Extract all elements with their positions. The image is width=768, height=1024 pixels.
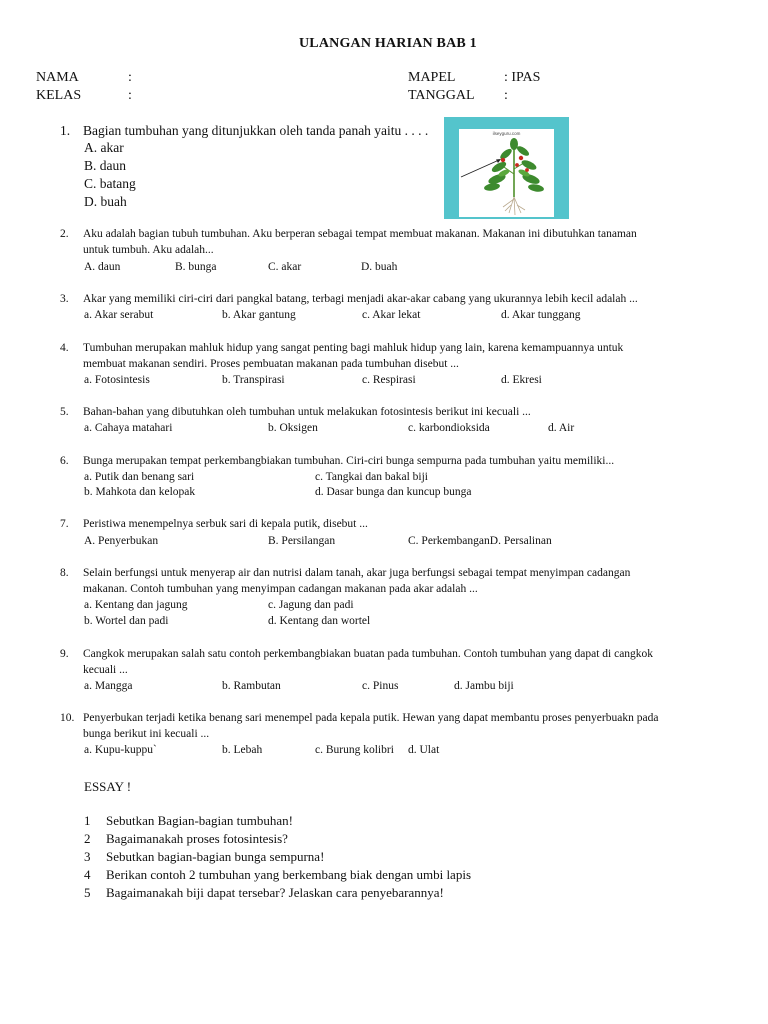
question-number: 9. [60, 648, 69, 660]
answer-option: B. bunga [175, 261, 217, 273]
essay-number: 5 [84, 885, 91, 900]
question-number: 4. [60, 342, 69, 354]
answer-option: b. Transpirasi [222, 374, 285, 386]
question-text: Bagian tumbuhan yang ditunjukkan oleh tanda panah yaitu . . . . [83, 123, 429, 138]
answer-option: A. Penyerbukan [84, 535, 159, 547]
answer-option: b. Akar gantung [222, 309, 296, 321]
answer-option: b. Oksigen [268, 422, 318, 434]
answer-option: a. Kupu-kuppu` [84, 744, 157, 756]
question-text: Selain berfungsi untuk menyerap air dan nutrisi dalam tanah, akar juga berfungsi sebagai tempat menyimpan cadangan [83, 567, 631, 579]
answer-option: A. daun [84, 261, 121, 273]
nama-colon: : [128, 70, 132, 85]
essay-question: Sebutkan bagian-bagian bunga sempurna! [106, 849, 325, 864]
answer-option: c. Pinus [362, 680, 399, 692]
answer-option: c. karbondioksida [408, 422, 490, 434]
question-number: 5. [60, 406, 69, 418]
answer-option: a. Kentang dan jagung [84, 599, 188, 611]
answer-option: a. Putik dan benang sari [84, 471, 195, 483]
essay-question: Bagaimanakah proses fotosintesis? [106, 831, 288, 846]
question-number: 7. [60, 518, 69, 530]
answer-option: b. Wortel dan padi [84, 615, 169, 627]
answer-option: B. Persilangan [268, 535, 336, 547]
answer-option: d. Kentang dan wortel [268, 615, 371, 627]
question-text: Tumbuhan merupakan mahluk hidup yang sangat penting bagi mahluk hidup yang lain, karena kemampuannya untuk [83, 342, 624, 354]
essay-number: 4 [84, 867, 91, 882]
answer-option: c. Tangkai dan bakal biji [315, 471, 428, 483]
answer-option: B. daun [84, 158, 126, 173]
answer-option: C. batang [84, 176, 136, 191]
question-text: Peristiwa menempelnya serbuk sari di kepala putik, disebut ... [83, 518, 368, 530]
answer-option: c. Burung kolibri [315, 744, 394, 756]
question-text: bunga berikut ini kecuali ... [83, 728, 210, 740]
answer-option: C. akar [268, 261, 302, 273]
mapel-label: MAPEL [408, 70, 456, 85]
answer-option: d. Ulat [408, 744, 440, 756]
essay-number: 3 [84, 849, 91, 864]
answer-option: A. akar [84, 140, 124, 155]
page-title: ULANGAN HARIAN BAB 1 [299, 36, 477, 51]
essay-question: Bagaimanakah biji dapat tersebar? Jelaskan cara penyebarannya! [106, 885, 444, 900]
question-number: 2. [60, 228, 69, 240]
answer-option: b. Lebah [222, 744, 263, 756]
question-number: 3. [60, 293, 69, 305]
question-text: Akar yang memiliki ciri-ciri dari pangkal batang, terbagi menjadi akar-akar cabang yang ukurannya lebih kecil adalah ... [83, 293, 638, 305]
answer-option: d. Ekresi [501, 374, 542, 386]
question-number: 6. [60, 455, 69, 467]
question-text: kecuali ... [83, 664, 128, 676]
question-number: 10. [60, 712, 75, 724]
question-text: Bunga merupakan tempat perkembangbiakan tumbuhan. Ciri-ciri bunga sempurna pada tumbuhan yaitu memiliki... [83, 455, 615, 467]
question-text: Penyerbukan terjadi ketika benang sari menempel pada kepala putik. Hewan yang dapat membantu proses penyerbuakn pada [83, 712, 659, 724]
answer-option: d. Akar tunggang [501, 309, 581, 321]
essay-question: Berikan contoh 2 tumbuhan yang berkembang biak dengan umbi lapis [106, 867, 471, 882]
essay-number: 1 [84, 813, 91, 828]
answer-option: d. Dasar bunga dan kuncup bunga [315, 486, 472, 498]
answer-option: C. PerkembanganD. Persalinan [408, 535, 552, 547]
answer-option: d. Jambu biji [454, 680, 514, 692]
tanggal-label: TANGGAL [408, 88, 475, 103]
tanggal-colon: : [504, 88, 508, 103]
answer-option: D. buah [84, 194, 127, 209]
answer-option: D. buah [361, 261, 398, 273]
answer-option: a. Akar serabut [84, 309, 154, 321]
answer-option: a. Cahaya matahari [84, 422, 173, 434]
essay-title: ESSAY ! [84, 779, 132, 794]
answer-option: c. Respirasi [362, 374, 416, 386]
question-text: untuk tumbuh. Aku adalah... [83, 244, 214, 256]
answer-option: a. Fotosintesis [84, 374, 150, 386]
mapel-value: : IPAS [504, 70, 541, 85]
plant-drawing [459, 129, 554, 217]
question-text: Bahan-bahan yang dibutuhkan oleh tumbuhan untuk melakukan fotosintesis berikut ini kecuali ... [83, 406, 531, 418]
kelas-label: KELAS [36, 88, 82, 103]
question-text: Cangkok merupakan salah satu contoh perkembangbiakan buatan pada tumbuhan. Contoh tumbuhan yang dapat di cangkok [83, 648, 654, 660]
plant-image [444, 117, 569, 219]
question-number: 1. [60, 123, 71, 138]
question-text: Aku adalah bagian tubuh tumbuhan. Aku berperan sebagai tempat membuat makanan. Makanan ini dibutuhkan tanaman [83, 228, 637, 240]
question-text: membuat makanan sendiri. Proses pembuatan makanan pada tumbuhan disebut ... [83, 358, 459, 370]
question-text: makanan. Contoh tumbuhan yang menyimpan cadangan makanan pada akar adalah ... [83, 583, 478, 595]
kelas-colon: : [128, 88, 132, 103]
answer-option: d. Air [548, 422, 575, 434]
plant-illustration [459, 129, 554, 217]
answer-option: c. Jagung dan padi [268, 599, 354, 611]
nama-label: NAMA [36, 70, 79, 85]
answer-option: b. Rambutan [222, 680, 281, 692]
answer-option: b. Mahkota dan kelopak [84, 486, 196, 498]
essay-question: Sebutkan Bagian-bagian tumbuhan! [106, 813, 294, 828]
question-number: 8. [60, 567, 69, 579]
image-source-label: ilseyguru.com [492, 131, 521, 136]
answer-option: c. Akar lekat [362, 309, 421, 321]
answer-option: a. Mangga [84, 680, 133, 692]
essay-number: 2 [84, 831, 91, 846]
